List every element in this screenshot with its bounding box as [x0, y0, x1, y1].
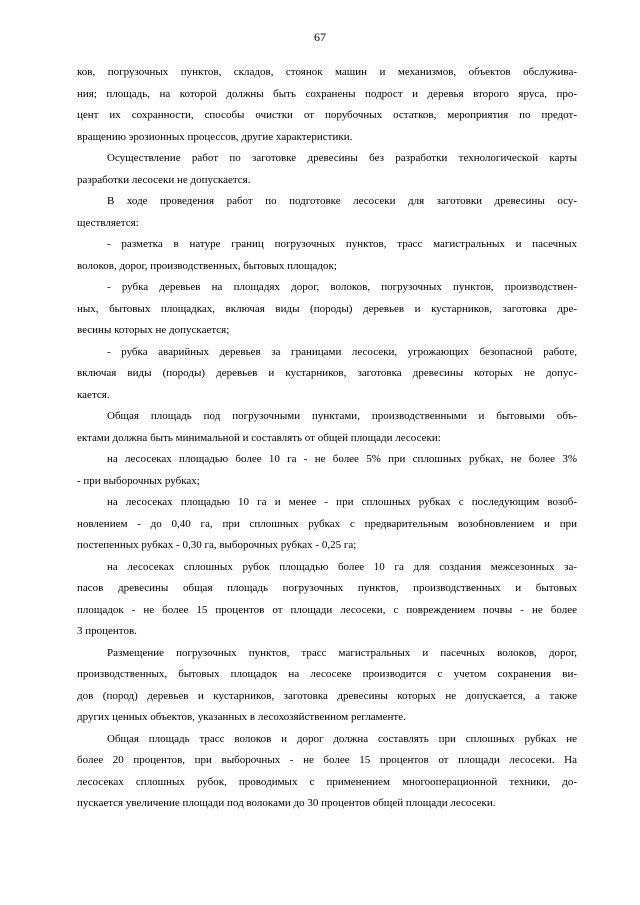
- text-line: других ценных объектов, указанных в лесохозяйственном регламенте.: [77, 711, 406, 723]
- text-line: дов (пород) деревьев и кустарников, заготовка древесины которых не допускается, а также: [77, 689, 577, 702]
- text-line: на лесосеках площадью 10 га и менее - при сплошных рубках с последующим возоб-: [107, 496, 577, 508]
- text-line: пускается увеличение площади под волоками до 30 процентов общей площади лесосеки.: [77, 797, 496, 809]
- text-line: В ходе проведения работ по подготовке лесосеки для заготовки древесины осу-: [107, 195, 577, 207]
- page-number: 67: [314, 30, 326, 44]
- text-line: производственных, бытовых площадок на лесосеке производится с учетом сохранения ви-: [77, 668, 577, 680]
- text-line: площадок - не более 15 процентов от площади лесосеки, с повреждением почвы - не более: [77, 603, 577, 616]
- text-line: - разметка в натуре границ погрузочных пунктов, трасс магистральных и пасечных: [107, 238, 577, 250]
- text-line: Общая площадь под погрузочными пунктами, производственными и бытовыми объ-: [107, 410, 577, 422]
- text-line: ществляется:: [77, 216, 139, 229]
- text-line: пасов древесины общая площадь погрузочных пунктов, производственных и бытовых: [77, 582, 577, 594]
- text-line: разработки лесосеки не допускается.: [77, 173, 251, 186]
- text-line: Осуществление работ по заготовке древесины без разработки технологической карты: [107, 152, 577, 164]
- text-line: ектами должна быть минимальной и составлять от общей площади лесосеки:: [77, 431, 441, 444]
- text-line: волоков, дорог, производственных, бытовых площадок;: [77, 259, 337, 272]
- text-line: цент их сохранности, способы очистки от порубочных остатков, мероприятия по предот-: [77, 109, 577, 121]
- text-line: новлением - до 0,40 га, при сплошных рубках с предварительным возобновлением и при: [77, 517, 577, 530]
- document-body: [77, 62, 577, 815]
- text-line: постепенных рубках - 0,30 га, выборочных рубках - 0,25 га;: [77, 539, 357, 551]
- text-line: кается.: [77, 388, 110, 401]
- text-line: ков, погрузочных пунктов, складов, стоянок машин и механизмов, объектов обслужива-: [77, 66, 577, 78]
- text-line: более 20 процентов, при выборочных - не более 15 процентов от площади лесосеки. На: [77, 754, 577, 766]
- text-line: - рубка деревьев на площадях дорог, волоков, погрузочных пунктов, производствен-: [107, 281, 577, 293]
- text-line: - рубка аварийных деревьев за границами лесосеки, угрожающих безопасной работе,: [107, 345, 577, 358]
- text-line: включая виды (породы) деревьев и кустарников, заготовка древесины которых не допус-: [77, 367, 577, 379]
- text-line: ния; площадь, на которой должны быть сохранены подрост и деревья второго яруса, про-: [77, 87, 577, 100]
- text-line: весины которых не допускается;: [77, 324, 230, 336]
- text-line: Общая площадь трасс волоков и дорог должна составлять при сплошных рубках не: [107, 732, 577, 745]
- text-line: на лесосеках сплошных рубок площадью более 10 га для создания межсезонных за-: [107, 560, 577, 573]
- text-line: Размещение погрузочных пунктов, трасс магистральных и пасечных волоков, дорог,: [107, 646, 577, 659]
- text-line: вращению эрозионных процессов, другие характеристики.: [77, 130, 353, 143]
- text-line: - при выборочных рубках;: [77, 474, 200, 487]
- text-line: 3 процентов.: [77, 625, 137, 637]
- text-line: лесосеках сплошных рубок, проводимых с применением многооперационной техники, до-: [77, 775, 577, 788]
- text-line: на лесосеках площадью более 10 га - не более 5% при сплошных рубках, не более 3%: [107, 453, 577, 465]
- text-line: ных, бытовых площадках, включая виды (породы) деревьев и кустарников, заготовка дре-: [77, 302, 577, 315]
